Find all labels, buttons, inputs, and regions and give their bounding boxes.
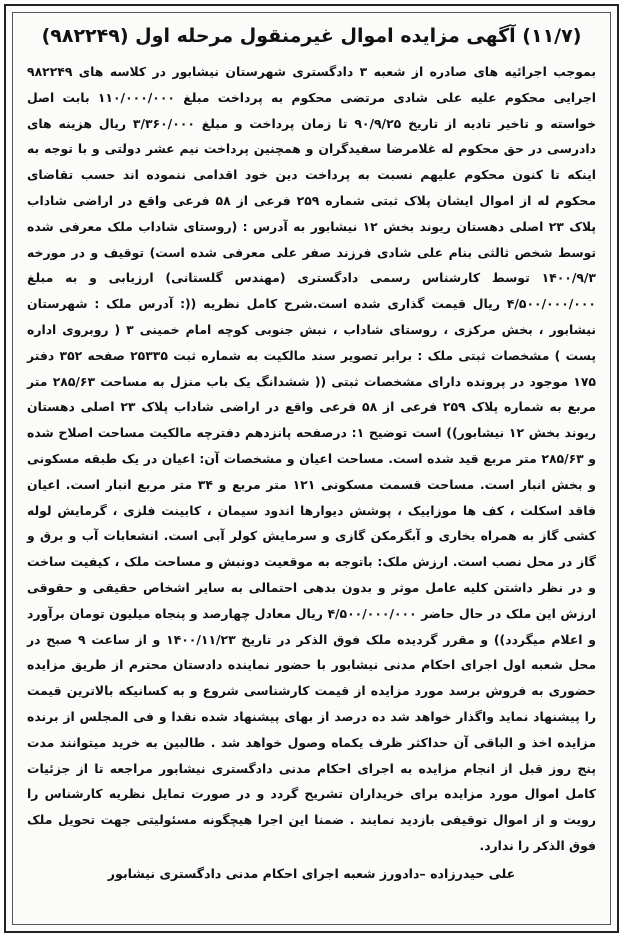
notice-signature: علی حیدرزاده –دادورز شعبه اجرای احکام مدنی دادگستری نیشابور <box>107 865 516 881</box>
notice-frame <box>4 4 619 933</box>
notice-inner-border <box>12 12 611 925</box>
notice-title: (۱۱/۷) آگهی مزایده اموال غیرمنقول مرحله اول (۹۸۲۲۴۹) <box>41 25 582 47</box>
notice-body: بموجب اجرائیه های صادره از شعبه ۳ دادگستری شهرستان نیشابور در کلاسه های ۹۸۲۲۴۹ اجرایی محکوم علیه علی شادی مرتضی محکوم به پرداخت مبلغ ۱۱۰/۰۰۰/۰۰۰ بابت اصل خواسته و تاخیر تادیه از تاریخ ۹۰/۹/۲۵ تا زمان پرداخت و مبلغ ۳/۳۶۰/۰۰۰ ریال هزینه های دادرسی در حق محکوم له غلامرضا سفیدگران و همچنین پرداخت نیم عشر دولتی و با توجه به اینکه تا کنون محکوم علیهم نسبت به پرداخت دین خود اقدامی ننموده اند حسب تقاضای محکوم له از اموال ایشان پلاک ثبتی شماره ۲۵۹ فرعی از ۵۸ فرعی واقع در اراضی شاداب پلاک ۲۳ اصلی دهستان ریوند بخش ۱۲ نیشابور به آدرس : (روستای شاداب ملک معرفی شده توسط شخص ثالثی بنام علی شادی فرزند صفر علی معرفی شده است) توقیف و در مورخه ۱۴۰۰/۹/۳ توسط کارشناس رسمی دادگستری (مهندس گلستانی) ارزیابی و به مبلغ ۴/۵۰۰/۰۰۰/۰۰۰ ریال قیمت گذاری شده است.شرح کامل نظریه ((: آدرس ملک : شهرستان نیشابور ، بخش مرکزی ، روستای شاداب ، نبش جنوبی کوچه امام خمینی ۳ ( روبروی اداره پست ) مشخصات ثبتی ملک : برابر تصویر سند مالکیت به شماره ثبت ۲۵۳۳۵ صفحه ۳۵۲ دفتر ۱۷۵ موجود در پرونده دارای مشخصات ثبتی (( ششدانگ یک باب منزل به مساحت ۲۸۵/۶۳ متر مربع به شماره پلاک ۲۵۹ فرعی از ۵۸ فرعی واقع در اراضی شاداب پلاک ۲۳ اصلی دهستان ریوند بخش ۱۲ نیشابور)) است توضیح ۱: درصفحه پانزدهم دفترچه مالکیت مساحت اصلاح شده و ۲۸۵/۶۳ متر مربع قید شده است. مساحت اعیان و مشخصات آن: اعیان در یک طبقه مسکونی و بخش انبار است. مساحت قسمت مسکونی ۱۲۱ متر مربع و ۳۴ متر مربع انبار است. اعیان فاقد اسکلت ، کف ها موزاییک ، پوشش دیوارها اندود سیمان ، کابینت فلزی ، گرمایش لوله کشی گاز به همراه بخاری و آبگرمکن گازی و سرمایش کولر آبی است. انشعابات آب و برق و گاز در محل نصب است. ارزش ملک: باتوجه به موقعیت دونبش و مساحت ملک ، کیفیت ساخت و در نظر داشتن کلیه عامل موثر و بدون بدهی احتمالی به سایر اشخاص حقیقی و حقوقی ارزش این ملک در حال حاضر ۴/۵۰۰/۰۰۰/۰۰۰ ریال معادل چهارصد و پنجاه میلیون تومان برآورد و اعلام میگردد)) و مقرر گردیده ملک فوق الذکر در تاریخ ۱۴۰۰/۱۱/۲۳ و از ساعت ۹ صبح در محل شعبه اول اجرای احکام مدنی نیشابور با حضور نماینده دادستان محترم از طریق مزایده حضوری به فروش برسد مورد مزایده از قیمت کارشناسی شروع و به کسانیکه بالاترین قیمت را پیشنهاد نماید واگذار خواهد شد ده درصد از بهای پیشنهاد شده نقدا و فی المجلس از برنده مزایده اخذ و الباقی آن حداکثر ظرف یکماه وصول خواهد شد . طالبین به خرید میتوانند مدت پنج روز قبل از انجام مزایده به اجرای احکام مدنی دادگستری نیشابور مراجعه تا از جزئیات کامل اموال مورد مزایده برای خریداران تشریح گردد و در صورت تمایل نظریه کارشناس را رویت و از اموال توقیفی بازدید نمایند . ضمنا این اجرا هیچگونه مسئولیتی جهت تحویل ملک فوق الذکر را ندارد. <box>27 64 597 853</box>
